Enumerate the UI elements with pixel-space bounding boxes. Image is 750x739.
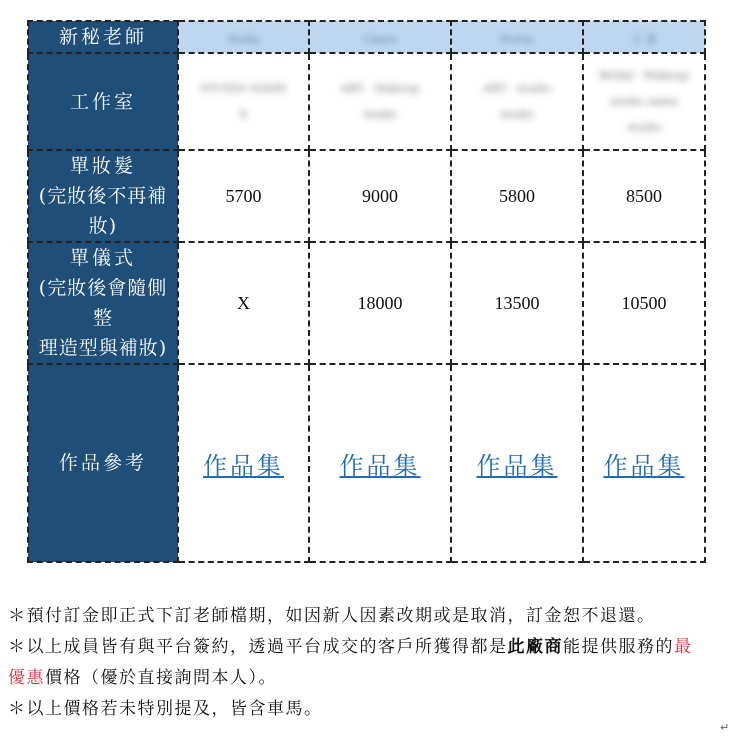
portfolio-cell [178, 364, 309, 562]
row-header-line: 單妝髮 [69, 155, 136, 177]
row-header-line: (完妝後會隨側整 [38, 277, 168, 329]
portfolio-link[interactable]: 作品集 [476, 451, 558, 480]
studio-line: Bridal · Makeup [599, 68, 689, 82]
portfolio-cell [309, 364, 451, 562]
portfolio-link[interactable]: 作品集 [339, 451, 421, 480]
portfolio-cell [451, 364, 583, 562]
price-makeup: 8500 [583, 150, 705, 242]
row-header-single-makeup [28, 150, 178, 242]
teacher-row [28, 21, 705, 53]
row-header-portfolio: 作品參考 [28, 364, 178, 562]
portfolio-cell [583, 364, 705, 562]
studio-line: ART · studio [482, 81, 552, 95]
teacher-name-cell [178, 21, 309, 53]
portfolio-link[interactable]: 作品集 [203, 451, 284, 480]
portfolio-row [28, 364, 705, 562]
price-makeup: 5800 [451, 150, 583, 242]
row-header-line: 單儀式 [69, 247, 136, 269]
teacher-name-cell [451, 21, 583, 53]
note-deposit: ＊預付訂金即正式下訂老師檔期，如因新人因素改期或是取消，訂金恕不退還。 [8, 606, 656, 626]
notes-section [8, 601, 738, 725]
teacher-name: Stella [227, 32, 260, 46]
price-ceremony: X [178, 242, 309, 364]
row-header-line: (完妝後不再補妝) [38, 185, 168, 237]
studio-line: STUDIO NAME [200, 81, 287, 95]
row-header-line: 理造型與補妝) [38, 337, 168, 359]
row-header-single-ceremony [28, 242, 178, 364]
studio-cell [309, 53, 451, 150]
teacher-name: 王 蕾 [631, 32, 657, 46]
note-travel: ＊以上價格若未特別提及，皆含車馬。 [8, 699, 323, 719]
price-makeup: 9000 [309, 150, 451, 242]
studio-line: studio [499, 107, 535, 121]
note-bold-vendor: 此廠商 [507, 637, 563, 657]
studio-cell [451, 53, 583, 150]
note-text: 價格（優於直接詢問本人）。 [45, 668, 277, 688]
studio-line: ART · Makeup [340, 81, 420, 95]
price-ceremony: 10500 [583, 242, 705, 364]
portfolio-link[interactable]: 作品集 [603, 451, 685, 480]
price-ceremony: 18000 [309, 242, 451, 364]
studio-line: studio [626, 120, 662, 134]
pricing-table [27, 20, 706, 563]
single-makeup-row [28, 150, 705, 242]
studio-cell [178, 53, 309, 150]
price-ceremony: 13500 [451, 242, 583, 364]
studio-cell [583, 53, 705, 150]
row-header-teacher: 新秘老師 [28, 21, 178, 53]
teacher-name: Portia [500, 32, 534, 46]
note-text: 能提供服務的 [563, 637, 674, 657]
teacher-name-cell [583, 21, 705, 53]
note-platform [8, 632, 738, 694]
paragraph-mark-icon: ↵ [720, 721, 730, 734]
pricing-table-container [27, 20, 704, 563]
studio-row [28, 53, 705, 150]
note-red-highlight: 最 [674, 637, 693, 657]
single-ceremony-row [28, 242, 705, 364]
note-red-highlight: 優惠 [8, 668, 45, 688]
teacher-name-cell [309, 21, 451, 53]
studio-line: studio name [609, 94, 679, 108]
note-text: ＊以上成員皆有與平台簽約，透過平台成交的客戶所獲得都是 [8, 637, 508, 657]
price-makeup: 5700 [178, 150, 309, 242]
row-header-studio: 工作室 [28, 53, 178, 150]
studio-line: X [239, 107, 248, 121]
teacher-name: Claire [363, 32, 397, 46]
studio-line: studio [362, 107, 398, 121]
